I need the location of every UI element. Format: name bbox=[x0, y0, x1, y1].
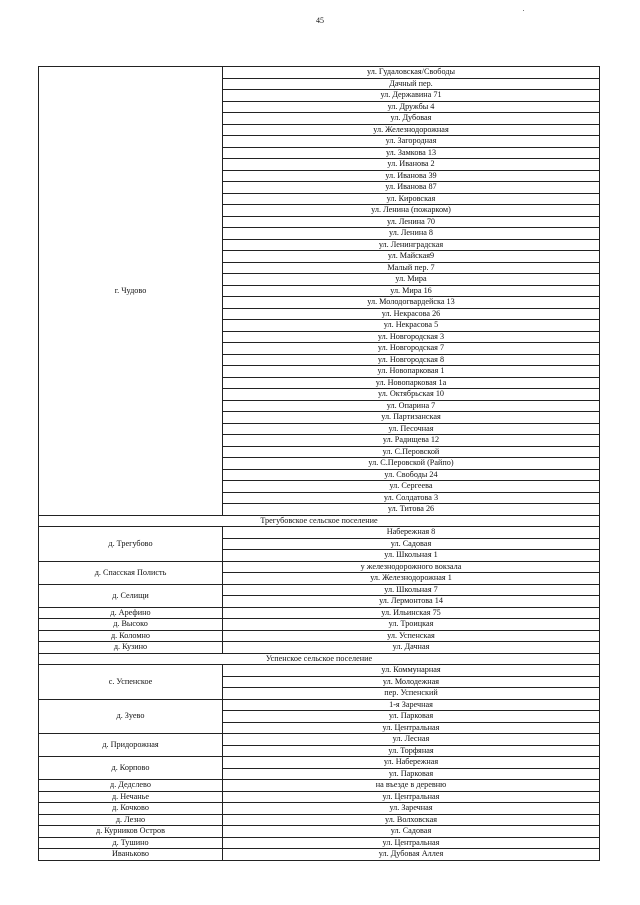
locality-cell: д. Кузино bbox=[39, 642, 223, 654]
street-cell: Дачный пер. bbox=[223, 78, 600, 90]
street-cell: ул. Загородная bbox=[223, 136, 600, 148]
street-cell: ул. Железнодорожная bbox=[223, 124, 600, 136]
locations-table bbox=[38, 66, 600, 861]
street-cell: ул. Дружбы 4 bbox=[223, 101, 600, 113]
street-cell: ул. Волховская bbox=[223, 814, 600, 826]
street-cell: ул. Новопарковая 1 bbox=[223, 366, 600, 378]
street-cell: ул. Радищева 12 bbox=[223, 435, 600, 447]
locality-cell: д. Курников Остров bbox=[39, 826, 223, 838]
table-row bbox=[39, 803, 600, 815]
street-cell: ул. Троицкая bbox=[223, 619, 600, 631]
table-row bbox=[39, 791, 600, 803]
street-cell: ул. Центральная bbox=[223, 837, 600, 849]
locality-cell: д. Высоко bbox=[39, 619, 223, 631]
table-row bbox=[39, 607, 600, 619]
section-header-row bbox=[39, 653, 600, 665]
street-cell: ул. Дубовая bbox=[223, 113, 600, 125]
table-row bbox=[39, 67, 600, 79]
table-row bbox=[39, 849, 600, 861]
street-cell: ул. Успенская bbox=[223, 630, 600, 642]
table-row bbox=[39, 665, 600, 677]
table-row bbox=[39, 734, 600, 746]
table-row bbox=[39, 826, 600, 838]
section-title: Трегубовское сельское поселение bbox=[39, 515, 600, 527]
street-cell: ул. Солдатова 3 bbox=[223, 492, 600, 504]
street-cell: у железнодорожного вокзала bbox=[223, 561, 600, 573]
street-cell: ул. Гудаловская/Свободы bbox=[223, 67, 600, 79]
street-cell: ул. Торфяная bbox=[223, 745, 600, 757]
locality-cell: с. Успенское bbox=[39, 665, 223, 700]
locality-cell: д. Придорожная bbox=[39, 734, 223, 757]
locations-table-body bbox=[39, 67, 600, 861]
street-cell: 1-я Заречная bbox=[223, 699, 600, 711]
street-cell: ул. Ленина (пожарком) bbox=[223, 205, 600, 217]
street-cell: Набережная 8 bbox=[223, 527, 600, 539]
locality-cell: д. Дедслево bbox=[39, 780, 223, 792]
street-cell: ул. Садовая bbox=[223, 826, 600, 838]
street-cell: ул. Молодогвардейска 13 bbox=[223, 297, 600, 309]
street-cell: ул. Ленинградская bbox=[223, 239, 600, 251]
street-cell: ул. Садовая bbox=[223, 538, 600, 550]
street-cell: ул. Октябрьская 10 bbox=[223, 389, 600, 401]
street-cell: пер. Успенский bbox=[223, 688, 600, 700]
street-cell: ул. Некрасова 26 bbox=[223, 308, 600, 320]
street-cell: ул. Центральная bbox=[223, 722, 600, 734]
locality-cell: д. Зуево bbox=[39, 699, 223, 734]
section-title: Успенское сельское поселение bbox=[39, 653, 600, 665]
street-cell: ул. Коммунарная bbox=[223, 665, 600, 677]
street-cell: ул. Иванова 87 bbox=[223, 182, 600, 194]
street-cell: ул. С.Перовской bbox=[223, 446, 600, 458]
street-cell: ул. Заречная bbox=[223, 803, 600, 815]
street-cell: ул. Железнодорожная 1 bbox=[223, 573, 600, 585]
street-cell: ул. Ленина 70 bbox=[223, 216, 600, 228]
table-row bbox=[39, 757, 600, 769]
locality-cell: д. Кочково bbox=[39, 803, 223, 815]
locality-cell: д. Спасская Полисть bbox=[39, 561, 223, 584]
street-cell: ул. Школьная 1 bbox=[223, 550, 600, 562]
street-cell: ул. Свободы 24 bbox=[223, 469, 600, 481]
street-cell: ул. Кировская bbox=[223, 193, 600, 205]
locality-cell: д. Селищи bbox=[39, 584, 223, 607]
table-row bbox=[39, 780, 600, 792]
street-cell: ул. Молодежная bbox=[223, 676, 600, 688]
locality-cell: д. Тушино bbox=[39, 837, 223, 849]
street-cell: ул. Парковая bbox=[223, 711, 600, 723]
street-cell: ул. Партизанская bbox=[223, 412, 600, 424]
street-cell: ул. Новгородская 7 bbox=[223, 343, 600, 355]
street-cell: ул. Титова 26 bbox=[223, 504, 600, 516]
locality-cell: д. Арефино bbox=[39, 607, 223, 619]
street-cell: ул. Новгородская 3 bbox=[223, 331, 600, 343]
table-row bbox=[39, 837, 600, 849]
street-cell: ул. Дачная bbox=[223, 642, 600, 654]
street-cell: ул. Ильинская 75 bbox=[223, 607, 600, 619]
section-header-row bbox=[39, 515, 600, 527]
street-cell: Малый пер. 7 bbox=[223, 262, 600, 274]
street-cell: ул. Школьная 7 bbox=[223, 584, 600, 596]
locality-cell: д. Трегубово bbox=[39, 527, 223, 562]
street-cell: ул. Песочная bbox=[223, 423, 600, 435]
street-cell: ул. Замкова 13 bbox=[223, 147, 600, 159]
table-row bbox=[39, 642, 600, 654]
table-row bbox=[39, 814, 600, 826]
table-row bbox=[39, 630, 600, 642]
locality-cell: д. Лезно bbox=[39, 814, 223, 826]
street-cell: ул. Лермонтова 14 bbox=[223, 596, 600, 608]
locality-cell: г. Чудово bbox=[39, 67, 223, 516]
table-row bbox=[39, 584, 600, 596]
street-cell: ул. Мира bbox=[223, 274, 600, 286]
street-cell: ул. Иванова 39 bbox=[223, 170, 600, 182]
street-cell: ул. Мира 16 bbox=[223, 285, 600, 297]
street-cell: ул. Ленина 8 bbox=[223, 228, 600, 240]
street-cell: ул. Майская9 bbox=[223, 251, 600, 263]
street-cell: ул. Новопарковая 1а bbox=[223, 377, 600, 389]
scan-speck bbox=[523, 10, 524, 11]
street-cell: ул. Сергеева bbox=[223, 481, 600, 493]
street-cell: ул. Набережная bbox=[223, 757, 600, 769]
table-row bbox=[39, 699, 600, 711]
locality-cell: Иванько́во bbox=[39, 849, 223, 861]
locality-cell: д. Нечанье bbox=[39, 791, 223, 803]
street-cell: ул. Некрасова 5 bbox=[223, 320, 600, 332]
table-row bbox=[39, 527, 600, 539]
street-cell: ул. С.Перовской (Райпо) bbox=[223, 458, 600, 470]
street-cell: ул. Новгородская 8 bbox=[223, 354, 600, 366]
street-cell: ул. Лесная bbox=[223, 734, 600, 746]
street-cell: ул. Парковая bbox=[223, 768, 600, 780]
street-cell: ул. Дубовая Аллея bbox=[223, 849, 600, 861]
page-number: 45 bbox=[316, 16, 324, 25]
street-cell: на въезде в деревню bbox=[223, 780, 600, 792]
table-row bbox=[39, 561, 600, 573]
street-cell: ул. Иванова 2 bbox=[223, 159, 600, 171]
street-cell: ул. Державина 71 bbox=[223, 90, 600, 102]
table-row bbox=[39, 619, 600, 631]
street-cell: ул. Центральная bbox=[223, 791, 600, 803]
street-cell: ул. Опарина 7 bbox=[223, 400, 600, 412]
locality-cell: д. Коломно bbox=[39, 630, 223, 642]
locality-cell: д. Корпово bbox=[39, 757, 223, 780]
